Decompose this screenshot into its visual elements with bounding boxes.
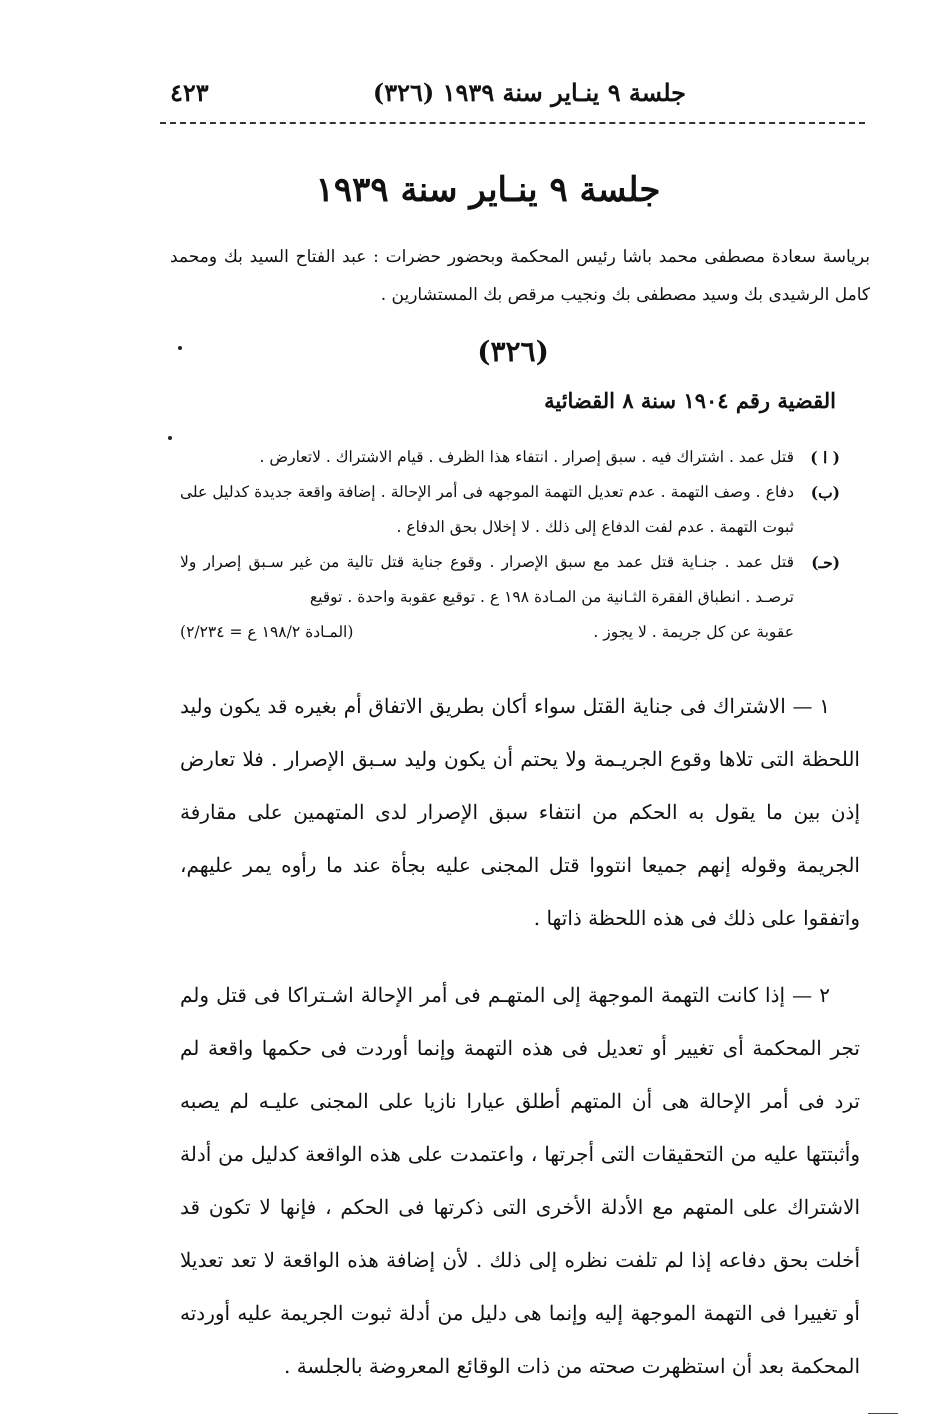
headnote-a bbox=[180, 440, 840, 475]
case-number: (٣٢٦) bbox=[477, 335, 549, 368]
statute-reference: (المـادة ١٩٨/٢ ع = ٢/٢٣٤) bbox=[180, 623, 354, 641]
holdings bbox=[180, 680, 860, 1393]
stray-dot bbox=[178, 346, 182, 350]
headnote-b bbox=[180, 475, 840, 545]
running-header bbox=[170, 72, 686, 112]
headnote-text: قتل عمد . جنـاية قتل عمد مع سبق الإصرار . وقوع جناية قتل تالية من غير سـبق إصرار ولا ترصـد . انطباق الفقرة الثـانية من المـادة ١٩٨ ع . توقيع عقوبة واحدة . توقيع bbox=[180, 553, 794, 606]
running-title: جلسة ٩ ينـاير سنة ١٩٣٩ (٣٢٦) bbox=[372, 77, 686, 107]
headnote-letter: (حـ) bbox=[811, 553, 840, 572]
headnote-text: قتل عمد . اشتراك فيه . سبق إصرار . انتفاء هذا الظرف . قيام الاشتراك . لاتعارض . bbox=[259, 448, 794, 466]
headnote-c bbox=[180, 545, 840, 650]
holding-paragraph-1: ١ — الاشتراك فى جناية القتل سواء أكان بطريق الاتفاق أم بغيره قد يكون وليد اللحظة التى تلاها وقوع الجريـمة ولا يحتم أن يكون وليد سـبق الإصرار . فلا تعارض إذن بين ما يقول به الحكم من انتفاء سبق الإصرار لدى المتهمين على مقارفة الجريمة وقوله إنهم جميعا انتووا قتل المجنى عليه بجأة عند ما رأوه يمر عليهم، واتفقوا على ذلك فى هذه اللحظة ذاتها . bbox=[180, 694, 860, 930]
headnote-body bbox=[180, 545, 794, 650]
headnote-text-end: عقوبة عن كل جريمة . لا يجوز . bbox=[593, 623, 794, 641]
headnote-letter: ( ا ) bbox=[810, 448, 840, 467]
headnote-last-line bbox=[180, 615, 794, 650]
page-number: ٤٢٣ bbox=[170, 77, 209, 107]
header-divider bbox=[160, 122, 865, 124]
headnote-text: دفاع . وصف التهمة . عدم تعديل التهمة الموجهه فى أمر الإحالة . إضافة واقعة جديدة كدليل على ثبوت التهمة . عدم لفت الدفاع إلى ذلك . لا إخلال بحق الدفاع . bbox=[180, 483, 794, 536]
footer-rule bbox=[868, 1413, 898, 1414]
headnote-letter: (ب) bbox=[810, 483, 840, 502]
case-reference: القضية رقم ١٩٠٤ سنة ٨ القضائية bbox=[544, 388, 836, 413]
session-title: جلسة ٩ ينـاير سنة ١٩٣٩ bbox=[315, 170, 661, 210]
holding-paragraph-2: ٢ — إذا كانت التهمة الموجهة إلى المتهـم فى أمر الإحالة اشـتراكا فى قتل ولم تجر المحكمة أى تغيير أو تعديل فى هذه التهمة وإنما أوردت فى حكمها واقعة لم ترد فى أمر الإحالة هى أن المتهم أطلق عيارا نازيا على المجنى عليـه لم يصبه وأثبتتها عليه من التحقيقات التى أجرتها ، واعتمدت على هذه الواقعة كدليل من أدلة الاشتراك على المتهم مع الأدلة الأخرى التى ذكرتها فى الحكم ، فإنها لا تكون قد أخلت بحق دفاعه إذا لم تلفت نظره إلى ذلك . لأن إضافة هذه الواقعة لا تعد تعديلا أو تغييرا فى التهمة الموجهة إليه وإنما هى دليل من أدلة ثبوت الجريمة عليه أوردته المحكمة بعد أن استظهرت صحته من ذات الوقائع المعروضة بالجلسة . bbox=[180, 983, 860, 1378]
presidency-paragraph: برياسة سعادة مصطفى محمد باشا رئيس المحكمة وبحضور حضرات : عبد الفتاح السيد بك ومحمد كامل الرشيدى بك وسيد مصطفى بك ونجيب مرقص بك المستشارين . bbox=[170, 247, 870, 305]
headnotes bbox=[180, 440, 840, 650]
stray-dot bbox=[168, 436, 172, 440]
